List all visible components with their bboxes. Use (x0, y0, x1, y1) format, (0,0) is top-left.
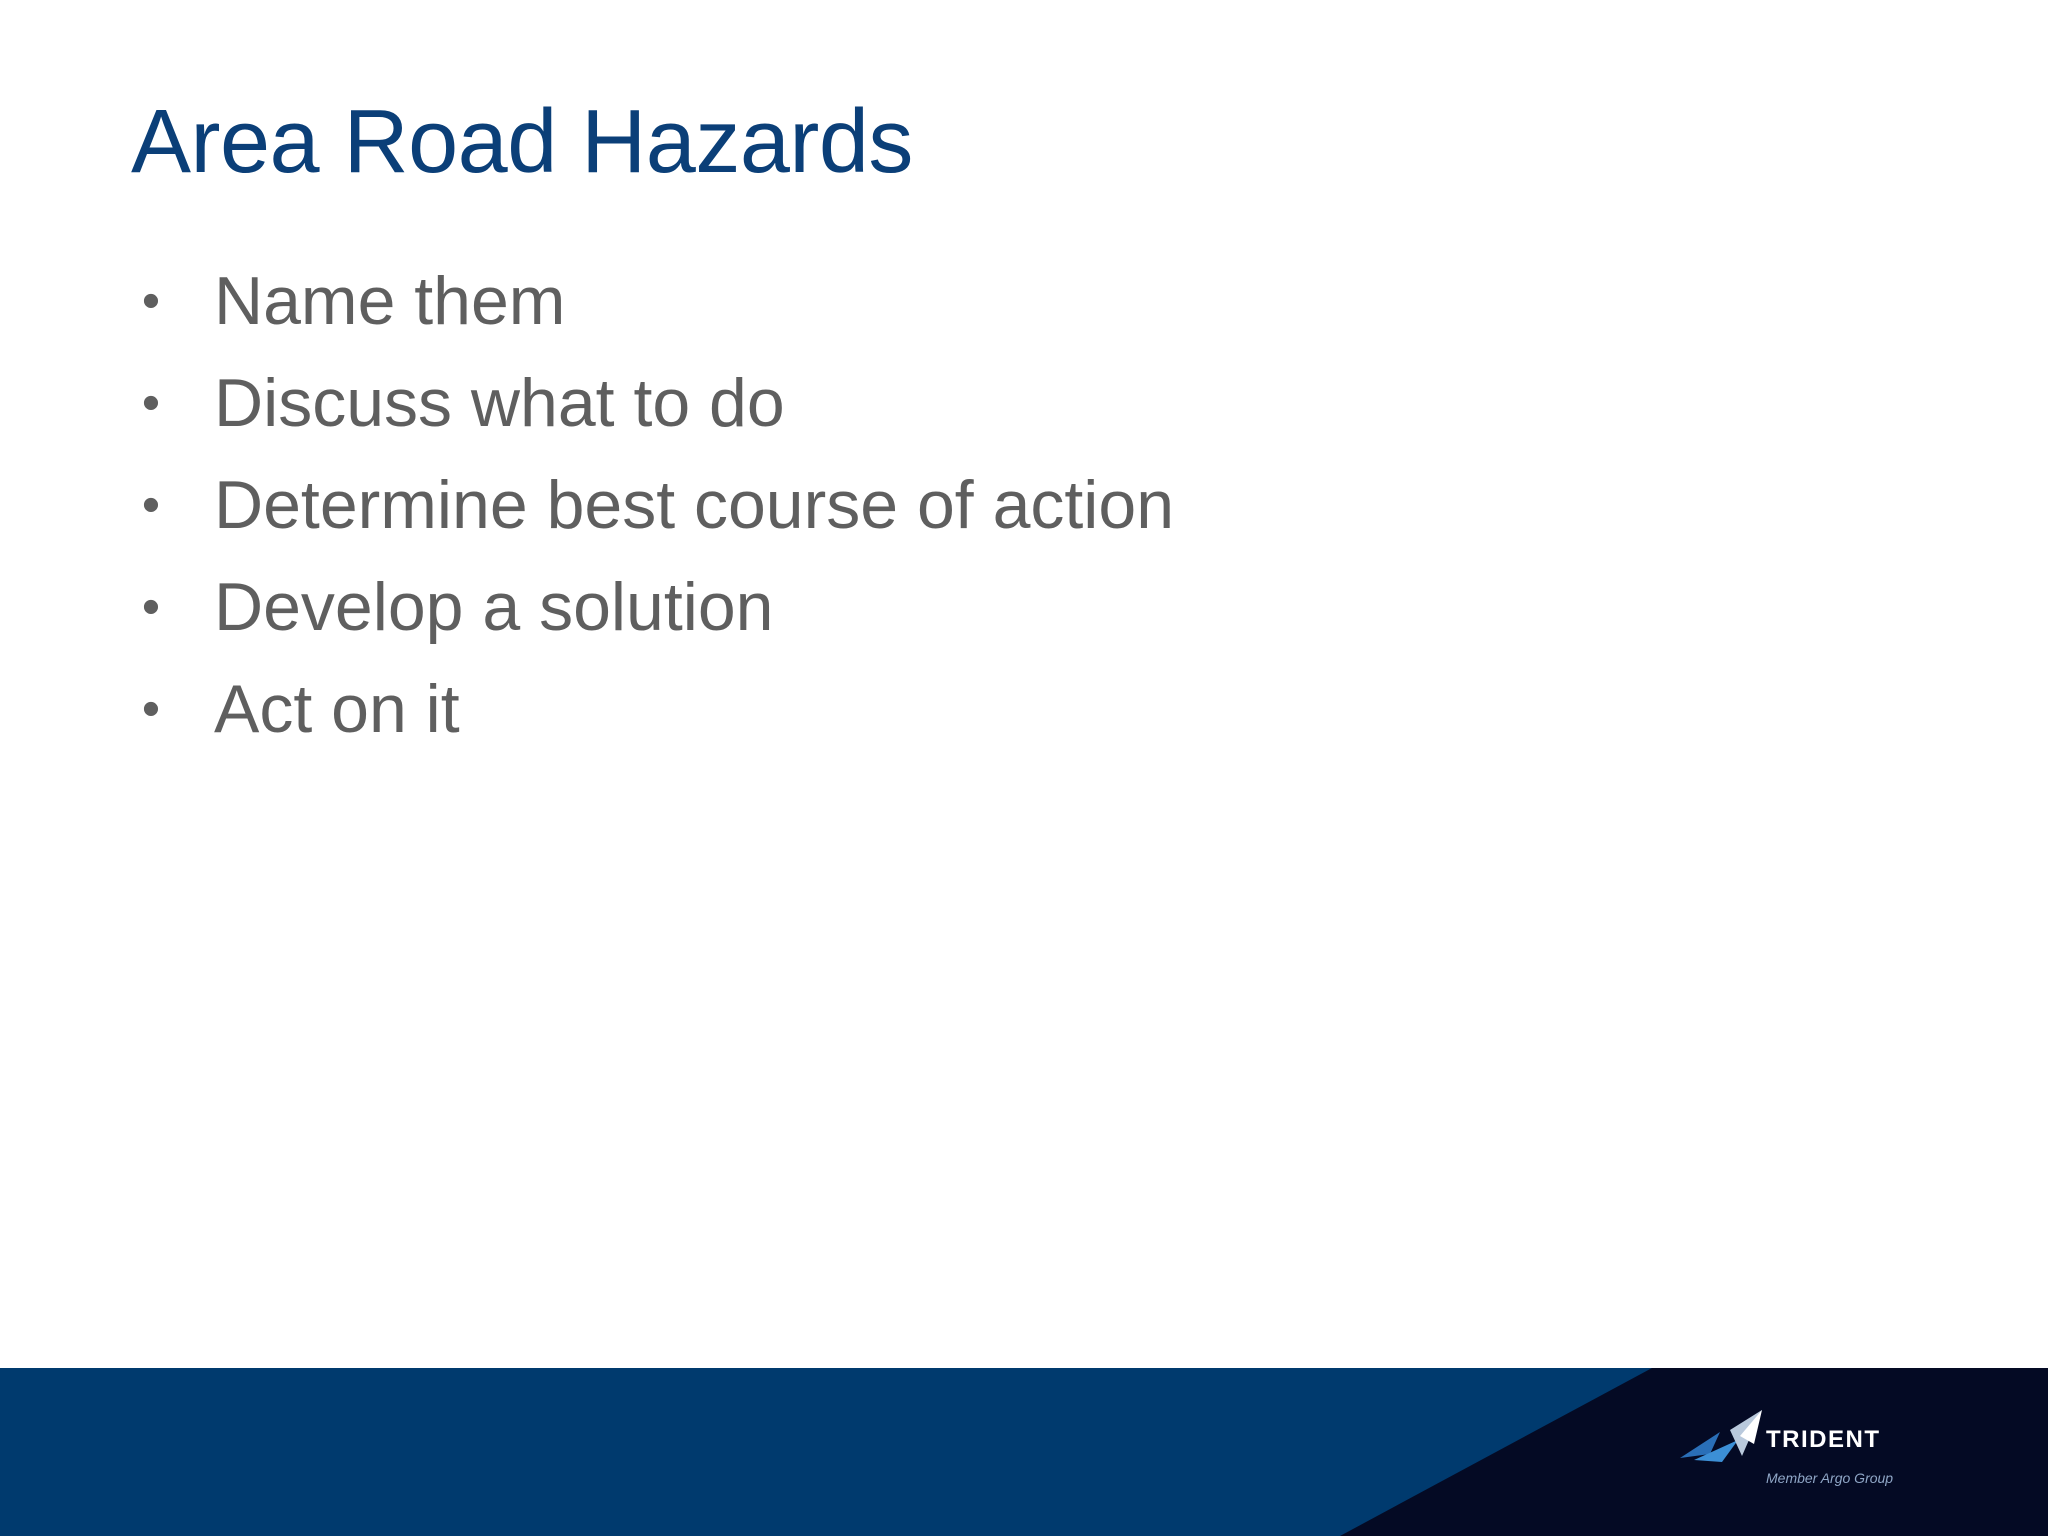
bullet-marker: • (141, 272, 161, 330)
trident-logo (1680, 1410, 1900, 1490)
logo-tagline: Member Argo Group (1766, 1470, 1894, 1486)
bullet-text: Act on it (214, 671, 460, 747)
slide-title: Area Road Hazards (131, 92, 913, 192)
bullet-text: Discuss what to do (214, 365, 785, 441)
bullet-marker: • (141, 476, 161, 534)
logo-name: TRIDENT (1766, 1426, 1881, 1453)
bullet-text: Determine best course of action (214, 467, 1175, 543)
bullet-marker: • (141, 680, 161, 738)
bullet-text: Develop a solution (214, 569, 774, 645)
trident-logo-icon (1680, 1410, 1765, 1470)
bullet-marker: • (141, 374, 161, 432)
bullet-marker: • (141, 578, 161, 636)
bullet-text: Name them (214, 263, 566, 339)
